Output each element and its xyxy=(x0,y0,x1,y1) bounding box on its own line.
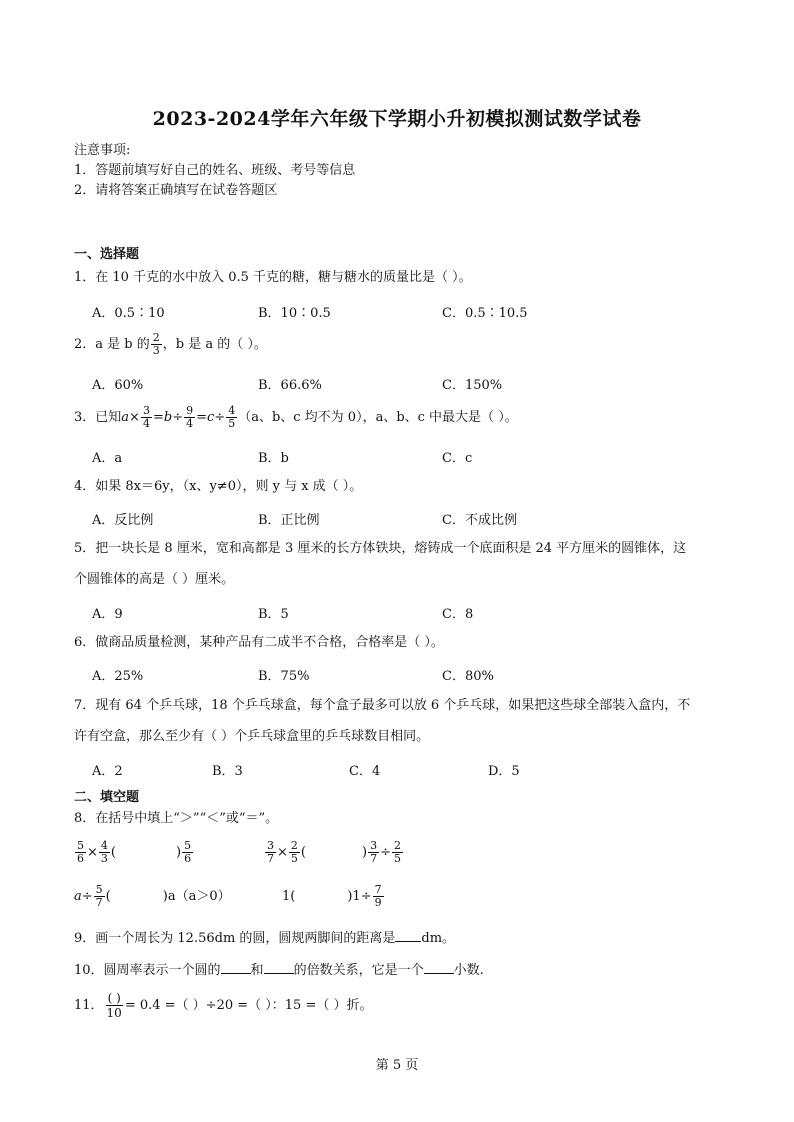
answer-blank xyxy=(395,928,421,942)
section-heading-choice: 一、选择题 xyxy=(74,247,140,262)
question-5-line-2: 个圆锥体的高是（ ）厘米。 xyxy=(74,572,235,587)
q6-option-c: C．80% xyxy=(442,669,494,684)
notice-heading: 注意事项: xyxy=(74,143,131,158)
q7-option-a: A．2 xyxy=(92,764,123,779)
q6-option-b: B．75% xyxy=(258,669,310,684)
q2-option-a: A．60% xyxy=(92,378,144,393)
q3-option-b: B．b xyxy=(258,451,289,466)
q7-option-b: B．3 xyxy=(212,764,243,779)
question-3: 3．已知a× $\frac{3}{4}$ =b÷ $\frac{9}{4}$ =c÷ $\frac{4}{5}$ （a、b、c 均不为 0），a、b、c 中最大是（ ）。 xyxy=(74,404,518,430)
q3-option-c: C．c xyxy=(442,451,473,466)
page-title: 2023-2024学年六年级下学期小升初模拟测试数学试卷 xyxy=(152,108,642,130)
q5-option-c: C．8 xyxy=(442,607,474,622)
question-4: 4．如果 8x＝6y，（x、y≠0），则 y 与 x 成（ ）。 xyxy=(74,479,363,494)
q1-option-a: A．0.5∶10 xyxy=(92,306,165,321)
q6-option-a: A．25% xyxy=(92,669,144,684)
q3-option-a: A．a xyxy=(92,451,123,466)
question-5-line-1: 5．把一块长是 8 厘米，宽和高都是 3 厘米的长方体铁块，熔铸成一个底面积是 24 平方厘米的圆锥体，这 xyxy=(74,541,687,556)
q1-option-c: C．0.5∶10.5 xyxy=(442,306,528,321)
answer-blank xyxy=(424,960,454,974)
question-7-line-2: 许有空盒，那么至少有（ ）个乒乓球盒里的乒乓球数目相同。 xyxy=(74,729,430,744)
q8-expression-3: a÷ $\frac{5}{7}$ ( )a（a＞0） xyxy=(74,883,231,909)
q4-option-c: C．不成比例 xyxy=(442,513,517,528)
q2-option-c: C．150% xyxy=(442,378,503,393)
q5-option-a: A．9 xyxy=(92,607,123,622)
q1-option-b: B．10∶0.5 xyxy=(258,306,331,321)
section-heading-fill: 二、填空题 xyxy=(74,790,140,805)
q4-option-b: B．正比例 xyxy=(258,513,320,528)
q2-option-b: B．66.6% xyxy=(258,378,322,393)
question-11: 11． $\frac{( )}{10}$ = 0.4 =（ ）÷20 =（ ）：15 =（ ）折。 xyxy=(74,991,373,1020)
fraction: $\frac{2}{3}$ xyxy=(152,331,160,357)
answer-blank xyxy=(221,960,251,974)
question-6: 6．做商品质量检测，某种产品有二成半不合格，合格率是（ ）。 xyxy=(74,635,444,650)
question-8: 8．在括号中填上“＞”“＜”或“＝”。 xyxy=(74,811,279,826)
q4-option-a: A．反比例 xyxy=(92,513,154,528)
question-2: 2．a 是 b 的 $\frac{2}{3}$ ，b 是 a 的（ ）。 xyxy=(74,331,267,357)
q5-option-b: B．5 xyxy=(258,607,289,622)
notice-item-1: 1．答题前填写好自己的姓名、班级、考号等信息 xyxy=(74,163,356,178)
q8-expression-4: 1( )1÷ $\frac{7}{9}$ xyxy=(282,883,382,909)
question-7-line-1: 7．现有 64 个乒乓球，18 个乒乓球盒，每个盒子最多可以放 6 个乒乓球，如果把这些球全部装入盒内，不 xyxy=(74,698,691,713)
q8-expression-2: $\frac{3}{7}$ × $\frac{2}{5}$ ( ) $\frac{3}{7}$ ÷ $\frac{2}{5}$ xyxy=(267,839,401,865)
page-number: 第 5 页 xyxy=(375,1058,419,1073)
q7-option-d: D．5 xyxy=(488,764,520,779)
q8-expression-1: $\frac{5}{6}$ × $\frac{4}{3}$ ( ) $\frac{5}{6}$ xyxy=(77,839,192,865)
question-10: 10．圆周率表示一个圆的 和 的倍数关系，它是一个 小数. xyxy=(74,960,484,980)
answer-blank xyxy=(264,960,294,974)
question-9: 9．画一个周长为 12.56dm 的圆，圆规两脚间的距离是 dm。 xyxy=(74,928,455,948)
question-1: 1．在 10 千克的水中放入 0.5 千克的糖，糖与糖水的质量比是（ ）。 xyxy=(74,270,472,285)
notice-item-2: 2．请将答案正确填写在试卷答题区 xyxy=(74,183,278,198)
q7-option-c: C．4 xyxy=(349,764,381,779)
